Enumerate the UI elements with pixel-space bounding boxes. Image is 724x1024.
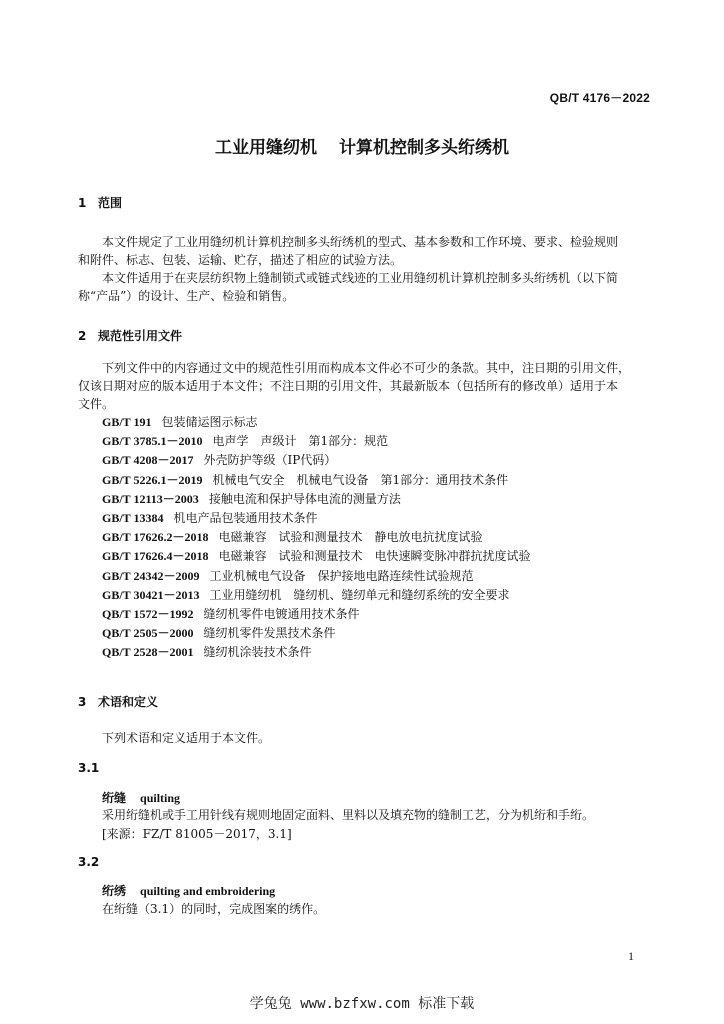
reference-list [102,413,530,663]
reference-item: QB/T 2505－2000 缝纫机零件发黑技术条件 [102,626,336,641]
reference-item: GB/T 12113－2003 接触电流和保护导体电流的测量方法 [102,491,401,506]
title-part1: 工业用缝纫机 [215,138,317,158]
section-2-intro: 下列文件中的内容通过文中的规范性引用而构成本文件必不可少的条款。其中，注日期的引用文件， 仅该日期对应的版本适用于本文件；不注日期的引用文件，其最新版本（包括所有的修改单）适用于本 文件。 [78,361,631,411]
standard-code: QB/T 4176－2022 [549,91,650,105]
reference-item: GB/T 24342－2009 工业机械电气设备 保护接地电路连续性试验规范 [102,568,474,583]
term-number: 3.1 [78,761,100,775]
reference-item: GB/T 30421－2013 工业用缝纫机 缝纫机、缝纫单元和缝纫系统的安全要求 [102,587,510,602]
reference-item: GB/T 17626.4－2018 电磁兼容 试验和测量技术 电快速瞬变脉冲群抗扰度试验 [102,549,531,564]
document-title [0,133,724,158]
reference-item: GB/T 5226.1－2019 机械电气安全 机械电气设备 第1部分：通用技术条件 [102,472,509,487]
section-2-heading: 2 规范性引用文件 [78,329,183,343]
section-3-intro: 下列术语和定义适用于本文件。 [102,731,271,745]
page-number: 1 [628,949,634,963]
reference-item: GB/T 191 包装储运图示标志 [102,415,258,429]
term-number: 3.2 [78,855,100,869]
reference-item: QB/T 2528－2001 缝纫机涂装技术条件 [102,645,312,660]
term-source: [来源：FZ/T 81005－2017，3.1] [102,827,292,841]
term-definition: 采用绗缝机或手工用针线有规则地固定面料、里料以及填充物的缝制工艺，分为机绗和手绗。 [来源：FZ/T 81005－2017，3.1] [102,806,650,844]
section-3-heading: 3 术语和定义 [78,695,159,709]
reference-item: GB/T 17626.2－2018 电磁兼容 试验和测量技术 静电放电抗扰度试验 [102,530,483,545]
section-1-paragraph-1: 本文件规定了工业用缝纫机计算机控制多头绗绣机的型式、基本参数和工作环境、要求、检验规则 和附件、标志、包装、运输、贮存，描述了相应的试验方法。 [78,235,619,267]
reference-item: QB/T 1572－1992 缝纫机零件电镀通用技术条件 [102,607,360,622]
term-heading: 绗绣 quilting and embroidering [102,884,276,898]
reference-item: GB/T 13384 机电产品包装通用技术条件 [102,511,318,526]
reference-item: GB/T 3785.1－2010 电声学 声级计 第1部分：规范 [102,434,389,449]
section-1-paragraph-2: 本文件适用于在夹层纺织物上缝制锁式或链式线迹的工业用缝纫机计算机控制多头绗绣机（以下简 称“产品”）的设计、生产、检验和销售。 [78,271,619,303]
title-part2: 计算机控制多头绗绣机 [339,138,509,158]
watermark-text: 学兔兔 www.bzfxw.com 标准下载 [249,996,475,1012]
section-1-heading: 1 范围 [78,196,123,210]
term-heading: 绗缝 quilting [102,791,181,805]
term-definition: 在绗缝（3.1）的同时，完成图案的绣作。 [102,902,326,916]
reference-item: GB/T 4208－2017 外壳防护等级（IP代码） [102,453,337,468]
